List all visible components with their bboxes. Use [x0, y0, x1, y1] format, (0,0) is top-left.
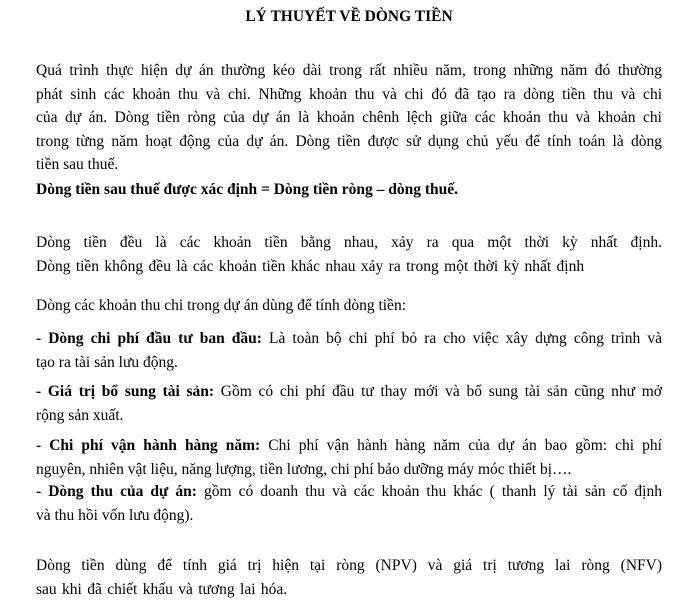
list-item-term: - Giá trị bổ sung tài sản:	[36, 383, 215, 400]
even-flow-line: Dòng tiền đều là các khoản tiền bằng nhau, xảy ra qua một thời kỳ nhất định.	[36, 234, 662, 251]
document-title: LÝ THUYẾT VỀ DÒNG TIỀN	[245, 8, 453, 25]
list-item	[36, 380, 662, 427]
intro-line: Quá trình thực hiện dự án thường kéo dài trong rất nhiều năm, trong những năm đó thường	[36, 62, 662, 79]
intro-paragraph	[36, 59, 662, 177]
list-item-text: Chi phí vận hành hàng năm của dự án bao gồm: chi phí	[260, 437, 662, 454]
list-item-text: tạo ra tài sản lưu động.	[36, 353, 178, 371]
list-item-text: Là toàn bộ chi phí bỏ ra cho việc xây dựng công trình và	[261, 330, 662, 347]
list-item-text: rộng sản xuất.	[36, 406, 124, 424]
list-item	[36, 434, 662, 481]
list-item-text: và thu hồi vốn lưu động).	[36, 506, 194, 524]
closing-paragraph	[36, 554, 662, 601]
list-item-term: - Dòng chi phí đầu tư ban đầu:	[36, 330, 262, 347]
closing-line: sau khi đã chiết khấu và tương lai hóa.	[36, 580, 288, 598]
closing-line: Dòng tiền dùng để tính giá trị hiện tại ròng (NPV) và giá trị tương lai ròng (NFV)	[36, 557, 662, 574]
intro-line: trong từng năm hoạt động của dự án. Dòng tiền được sử dụng chủ yếu để tính toán là dòng	[36, 132, 662, 150]
list-item	[36, 327, 662, 374]
even-flow-paragraph	[36, 231, 662, 278]
list-item-text: nguyên, nhiên vật liệu, năng lượng, tiền lương, chi phí bảo dưỡng máy móc thiết bị….	[36, 460, 572, 478]
intro-line: của dự án. Dòng tiền ròng của dự án là khoản chênh lệch giữa các khoản thu và khoản chi	[36, 109, 662, 126]
list-intro-paragraph	[36, 294, 662, 318]
list-intro-text: Dòng các khoản thu chi trong dự án dùng để tính dòng tiền:	[36, 297, 406, 314]
intro-line: tiền sau thuế.	[36, 156, 119, 173]
formula-paragraph	[36, 178, 662, 202]
list-item-term: - Dòng thu của dự án:	[36, 483, 197, 500]
list-item-text: Gồm có chi phí đầu tư thay mới và bổ sung tài sản cũng như mở	[214, 383, 662, 400]
formula-text: Dòng tiền sau thuế được xác định = Dòng tiền ròng – dòng thuế.	[36, 181, 459, 198]
list-item-text: gồm có doanh thu và các khoản thu khác ( thanh lý tài sản cố định	[196, 483, 662, 500]
even-flow-line: Dòng tiền không đều là các khoản tiền khác nhau xảy ra trong một thời kỳ nhất định	[36, 257, 585, 275]
list-item-term: - Chi phí vận hành hàng năm:	[36, 437, 261, 454]
list-item	[36, 480, 662, 527]
intro-line: phát sinh các khoản thu và chi. Những khoản thu và chi đó đã tạo ra dòng tiền thu và chi	[36, 85, 662, 103]
